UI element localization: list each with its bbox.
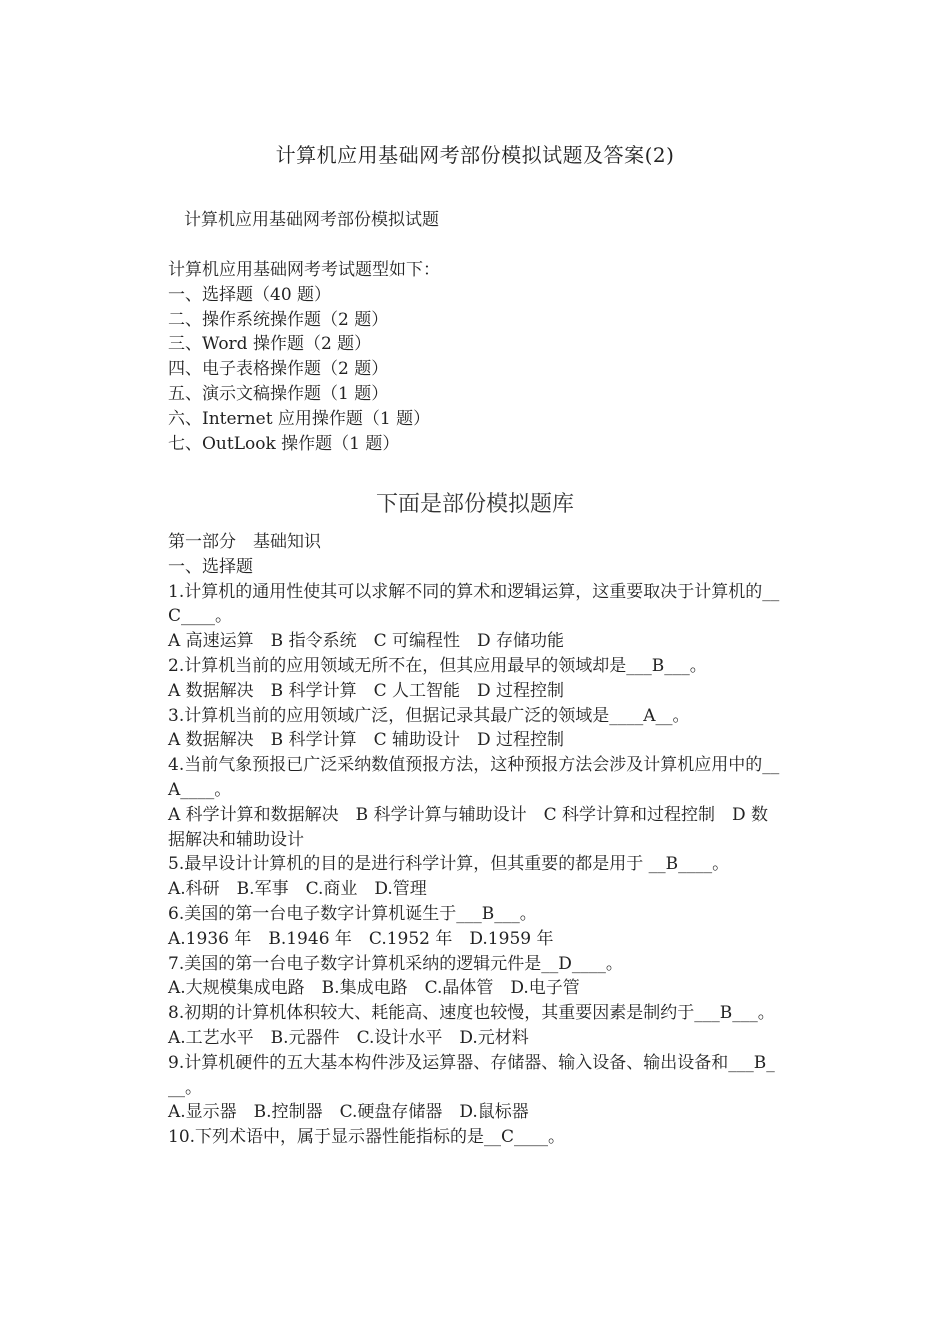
exam-types-list — [168, 258, 780, 456]
exam-type-item: 五、演示文稿操作题（1 题） — [168, 383, 389, 404]
question-text: 5.最早设计计算机的目的是进行科学计算，但其重要的都是用于 __B____。 — [168, 854, 730, 875]
question-text: 4.当前气象预报已广泛采纳数值预报方法，这种预报方法会涉及计算机应用中的__A____。 — [168, 755, 780, 800]
question-options: A 数据解决 B 科学计算 C 人工智能 D 过程控制 — [168, 680, 565, 701]
exam-type-item: 一、选择题（40 题） — [168, 284, 332, 305]
question-options: A.显示器 B.控制器 C.硬盘存储器 D.鼠标器 — [168, 1102, 529, 1123]
exam-type-item: 二、操作系统操作题（2 题） — [168, 309, 389, 330]
question-options: A.工艺水平 B.元器件 C.设计水平 D.元材料 — [168, 1027, 529, 1048]
question-text: 2.计算机当前的应用领域无所不在，但其应用最早的领域却是___B___。 — [168, 655, 707, 676]
section-heading: 下面是部份模拟题库 — [375, 492, 574, 517]
part-title: 第一部分 基础知识 — [168, 532, 321, 552]
question-list — [168, 530, 780, 1150]
document-title: 计算机应用基础网考部份模拟试题及答案(2) — [275, 143, 675, 167]
exam-type-item: 四、电子表格操作题（2 题） — [168, 359, 389, 380]
question-text: 6.美国的第一台电子数字计算机诞生于___B___。 — [168, 903, 537, 924]
exam-type-item: 七、OutLook 操作题（1 题） — [168, 433, 400, 454]
question-options: A 科学计算和数据解决 B 科学计算与辅助设计 C 科学计算和过程控制 D 数据解决和辅助设计 — [168, 804, 769, 850]
question-text: 7.美国的第一台电子数字计算机采纳的逻辑元件是__D____。 — [168, 953, 623, 974]
question-text: 8.初期的计算机体积较大、耗能高、速度也较慢，其重要因素是制约于___B___。 — [168, 1003, 775, 1024]
exam-type-item: 六、Internet 应用操作题（1 题） — [168, 408, 431, 429]
question-text: 10.下列术语中，属于显示器性能指标的是__C____。 — [168, 1127, 566, 1148]
question-options: A.大规模集成电路 B.集成电路 C.晶体管 D.电子管 — [168, 978, 580, 999]
document-subtitle: 计算机应用基础网考部份模拟试题 — [184, 210, 439, 230]
question-text: 9.计算机硬件的五大基本构件涉及运算器、存储器、输入设备、输出设备和___B___。 — [168, 1052, 775, 1098]
question-text: 3.计算机当前的应用领域广泛，但据记录其最广泛的领域是____A__。 — [168, 705, 690, 726]
question-type-heading: 一、选择题 — [168, 556, 253, 577]
question-text: 1.计算机的通用性使其可以求解不同的算术和逻辑运算，这重要取决于计算机的__C____。 — [168, 581, 780, 627]
question-options: A.1936 年 B.1946 年 C.1952 年 D.1959 年 — [168, 928, 554, 949]
question-options: A.科研 B.军事 C.商业 D.管理 — [168, 879, 427, 900]
exam-type-item: 三、Word 操作题（2 题） — [168, 334, 372, 355]
question-options: A 高速运算 B 指令系统 C 可编程性 D 存储功能 — [168, 631, 565, 652]
exam-types-intro: 计算机应用基础网考考试题型如下： — [168, 260, 440, 280]
question-options: A 数据解决 B 科学计算 C 辅助设计 D 过程控制 — [168, 730, 565, 751]
